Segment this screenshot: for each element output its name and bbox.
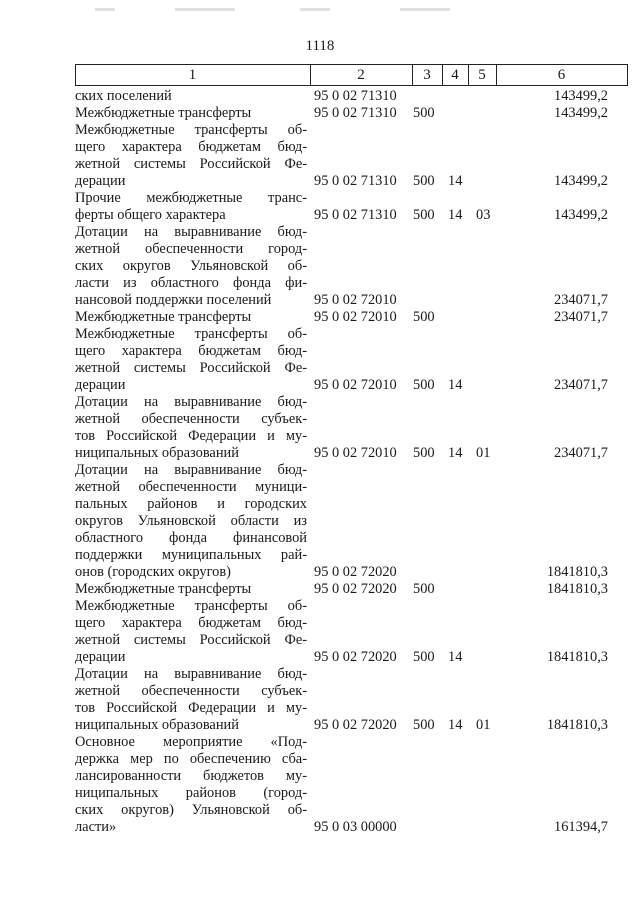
section-code: 14: [448, 717, 463, 733]
description-line: держка мер по обеспечению сба-: [75, 751, 307, 767]
row-description: [75, 598, 307, 666]
row-description: [75, 581, 307, 598]
description-line: ласти»: [75, 819, 117, 835]
table-row: [0, 309, 640, 326]
description-line: Межбюджетные трансферты об-: [75, 598, 307, 614]
description-line: Дотации на выравнивание бюд-: [75, 666, 307, 682]
target-article-code: 95 0 02 72020: [314, 717, 397, 733]
description-line: Прочие межбюджетные транс-: [75, 190, 307, 206]
table-row: [0, 224, 640, 309]
description-line: округов Ульяновской области из: [75, 513, 307, 529]
amount-value: 143499,2: [554, 105, 608, 121]
subsection-code: 01: [476, 717, 491, 733]
description-line: Межбюджетные трансферты об-: [75, 122, 307, 138]
expense-type-code: 500: [413, 105, 435, 121]
description-line: онов (городских округов): [75, 564, 231, 580]
amount-value: 143499,2: [554, 207, 608, 223]
description-line: Межбюджетные трансферты: [75, 581, 252, 597]
description-line: дерации: [75, 173, 126, 189]
row-description: [75, 394, 307, 462]
row-description: [75, 224, 307, 309]
row-description: [75, 462, 307, 581]
description-line: областного фонда финансовой: [75, 530, 307, 546]
scan-smudge: [175, 8, 235, 11]
description-line: тов Российской Федерации и му-: [75, 428, 307, 444]
description-line: нансовой поддержки поселений: [75, 292, 272, 308]
amount-value: 1841810,3: [546, 649, 608, 665]
description-line: щего характера бюджетам бюд-: [75, 343, 307, 359]
table-row: [0, 326, 640, 394]
expense-type-code: 500: [413, 445, 435, 461]
target-article-code: 95 0 02 71310: [314, 105, 397, 121]
description-line: жетной обеспеченности субъек-: [75, 683, 307, 699]
amount-value: 161394,7: [554, 819, 608, 835]
amount-value: 234071,7: [554, 445, 608, 461]
description-line: ниципальных районов (город-: [75, 785, 307, 801]
amount-value: 1841810,3: [546, 581, 608, 597]
description-line: ниципальных образований: [75, 445, 239, 461]
scan-smudge: [400, 8, 450, 11]
subsection-code: 03: [476, 207, 491, 223]
description-line: дерации: [75, 649, 126, 665]
table-row: [0, 394, 640, 462]
expense-type-code: 500: [413, 649, 435, 665]
scan-smudge: [300, 8, 330, 11]
target-article-code: 95 0 02 72010: [314, 377, 397, 393]
table-row: [0, 666, 640, 734]
row-description: [75, 105, 307, 122]
description-line: дерации: [75, 377, 126, 393]
amount-value: 234071,7: [554, 292, 608, 308]
header-divider: [627, 64, 628, 86]
header-col-1: 1: [188, 67, 197, 83]
target-article-code: 95 0 02 72020: [314, 581, 397, 597]
description-line: Межбюджетные трансферты: [75, 309, 252, 325]
header-col-3: 3: [423, 67, 431, 83]
amount-value: 234071,7: [554, 309, 608, 325]
description-line: ских округов Ульяновской об-: [75, 258, 307, 274]
header-col-6: 6: [557, 67, 566, 83]
expense-type-code: 500: [413, 581, 435, 597]
description-line: жетной системы Российской Фе-: [75, 156, 307, 172]
target-article-code: 95 0 02 72010: [314, 309, 397, 325]
target-article-code: 95 0 02 72010: [314, 292, 397, 308]
description-line: Дотации на выравнивание бюд-: [75, 462, 307, 478]
table-header: [75, 64, 628, 86]
header-col-4: 4: [451, 67, 459, 83]
amount-value: 1841810,3: [546, 564, 608, 580]
description-line: ниципальных образований: [75, 717, 239, 733]
subsection-code: 01: [476, 445, 491, 461]
amount-value: 1841810,3: [546, 717, 608, 733]
amount-value: 234071,7: [554, 377, 608, 393]
description-line: щего характера бюджетам бюд-: [75, 139, 307, 155]
row-description: [75, 326, 307, 394]
table-row: [0, 105, 640, 122]
expense-type-code: 500: [413, 309, 435, 325]
section-code: 14: [448, 377, 463, 393]
description-line: жетной обеспеченности субъек-: [75, 411, 307, 427]
row-description: [75, 190, 307, 224]
target-article-code: 95 0 03 00000: [314, 819, 397, 835]
section-code: 14: [448, 445, 463, 461]
description-line: щего характера бюджетам бюд-: [75, 615, 307, 631]
description-line: жетной обеспеченности город-: [75, 241, 307, 257]
description-line: тов Российской Федерации и му-: [75, 700, 307, 716]
description-line: поддержки муниципальных рай-: [75, 547, 307, 563]
description-line: ласти из областного фонда фи-: [75, 275, 307, 291]
description-line: жетной обеспеченности муници-: [75, 479, 307, 495]
description-line: Дотации на выравнивание бюд-: [75, 394, 307, 410]
table-row: [0, 88, 640, 105]
target-article-code: 95 0 02 71310: [314, 173, 397, 189]
row-description: [75, 666, 307, 734]
description-line: пальных районов и городских: [75, 496, 307, 512]
section-code: 14: [448, 207, 463, 223]
table-row: [0, 581, 640, 598]
row-description: [75, 309, 307, 326]
description-line: Дотации на выравнивание бюд-: [75, 224, 307, 240]
page-number: 1118: [305, 38, 335, 54]
table-row: [0, 122, 640, 190]
header-col-2: 2: [357, 67, 365, 83]
description-line: Межбюджетные трансферты об-: [75, 326, 307, 342]
row-description: [75, 88, 307, 105]
target-article-code: 95 0 02 71310: [314, 88, 397, 104]
table-row: [0, 190, 640, 224]
table-row: [0, 462, 640, 581]
amount-value: 143499,2: [554, 88, 608, 104]
header-col-5: 5: [478, 67, 486, 83]
target-article-code: 95 0 02 72020: [314, 564, 397, 580]
description-line: лансированности бюджетов му-: [75, 768, 307, 784]
target-article-code: 95 0 02 72020: [314, 649, 397, 665]
table-row: [0, 598, 640, 666]
target-article-code: 95 0 02 72010: [314, 445, 397, 461]
section-code: 14: [448, 649, 463, 665]
expense-type-code: 500: [413, 207, 435, 223]
row-description: [75, 734, 307, 836]
description-line: Межбюджетные трансферты: [75, 105, 252, 121]
scan-smudge: [95, 8, 115, 11]
amount-value: 143499,2: [554, 173, 608, 189]
expense-type-code: 500: [413, 377, 435, 393]
description-line: ских округов) Ульяновской об-: [75, 802, 307, 818]
table-row: [0, 734, 640, 836]
description-line: ских поселений: [75, 88, 172, 104]
section-code: 14: [448, 173, 463, 189]
expense-type-code: 500: [413, 173, 435, 189]
description-line: ферты общего характера: [75, 207, 226, 223]
description-line: Основное мероприятие «Под-: [75, 734, 307, 750]
target-article-code: 95 0 02 71310: [314, 207, 397, 223]
row-description: [75, 122, 307, 190]
expense-type-code: 500: [413, 717, 435, 733]
description-line: жетной системы Российской Фе-: [75, 632, 307, 648]
description-line: жетной системы Российской Фе-: [75, 360, 307, 376]
